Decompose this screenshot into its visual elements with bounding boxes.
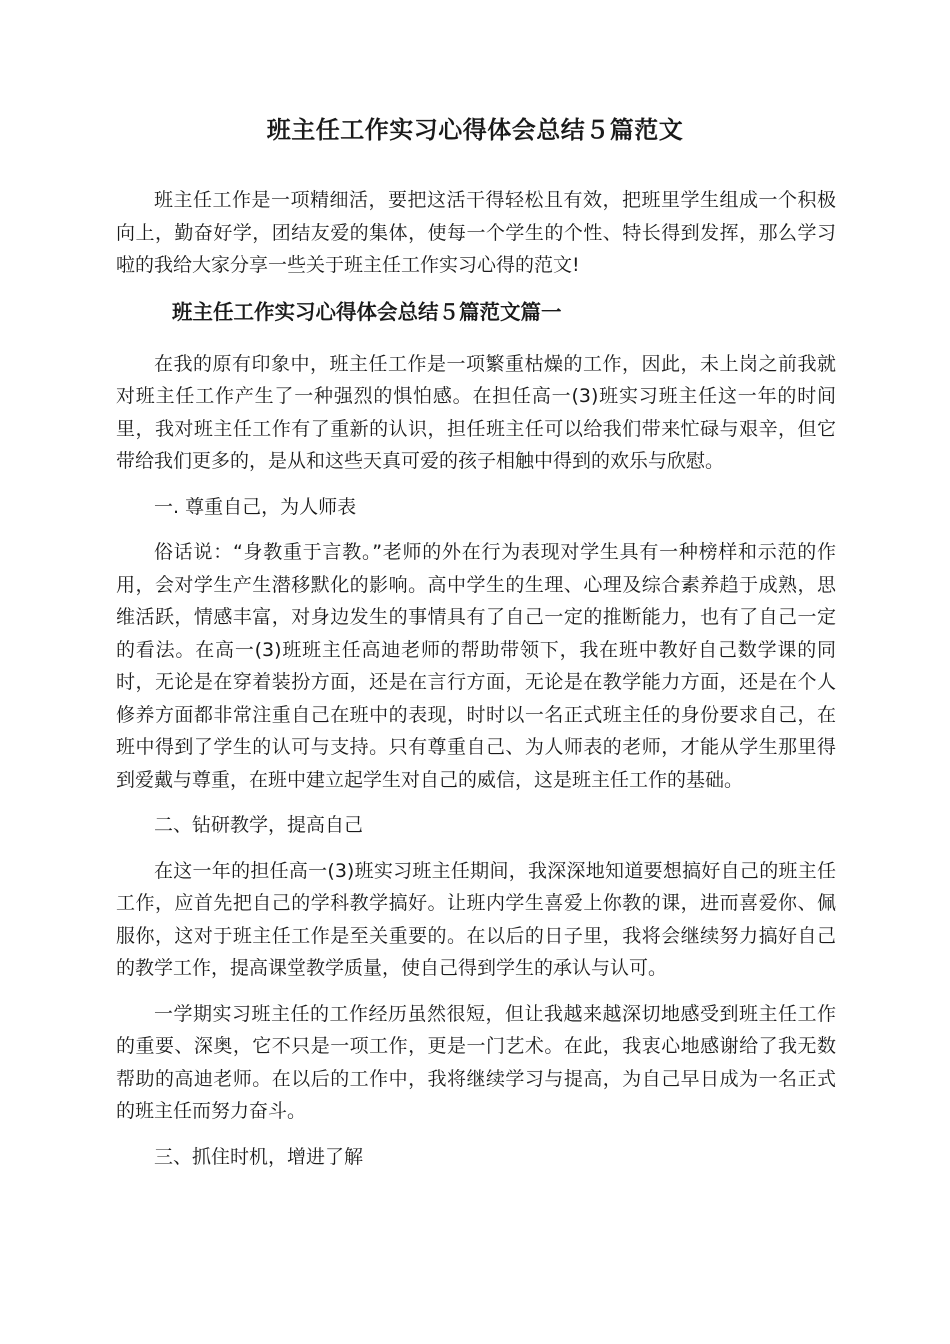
heading-3-seize-opportunity: 三、抓住时机，增进了解 [154,1145,364,1168]
section-title: 班主任工作实习心得体会总结５篇范文篇一 [172,299,562,324]
document-title: 班主任工作实习心得体会总结５篇范文 [266,116,684,144]
heading-1-respect-self: 一. 尊重自己，为人师表 [154,495,357,518]
body-paragraph-2: 俗话说：“身教重于言教。”老师的外在行为表现对学生具有一种榜样和示范的作用，会对学生产生潜移默化的影响。高中学生的生理、心理及综合素养趋于成熟，思维活跃，情感丰富，对身边发生的事情具有了自己一定的推断能力，也有了自己一定的看法。在高一(3)班班主任高迪老师的帮助带领下，我在班中教好自己数学课的同时，无论是在穿着装扮方面，还是在言行方面，无论是在教学能力方面，还是在个人修养方面都非常注重自己在班中的表现，时时以一名正式班主任的身份要求自己，在班中得到了学生的认可与支持。只有尊重自己、为人师表的老师，才能从学生那里得到爱戴与尊重，在班中建立起学生对自己的威信，这是班主任工作的基础。 [116,541,836,791]
intro-paragraph: 班主任工作是一项精细活，要把这活干得轻松且有效，把班里学生组成一个积极向上，勤奋好学，团结友爱的集体，使每一个学生的个性、特长得到发挥，那么学习啦的我给大家分享一些关于班主任工作实习心得的范文! [116,189,836,276]
document-body [116,184,836,1186]
body-paragraph-1: 在我的原有印象中，班主任工作是一项繁重枯燥的工作，因此，未上岗之前我就对班主任工作产生了一种强烈的惧怕感。在担任高一(3)班实习班主任这一年的时间里，我对班主任工作有了重新的认识，担任班主任可以给我们带来忙碌与艰辛，但它带给我们更多的，是从和这些天真可爱的孩子相触中得到的欢乐与欣慰。 [116,352,836,472]
body-paragraph-4: 一学期实习班主任的工作经历虽然很短，但让我越来越深切地感受到班主任工作的重要、深奥，它不只是一项工作，更是一门艺术。在此，我衷心地感谢给了我无数帮助的高迪老师。在以后的工作中，我将继续学习与提高，为自己早日成为一名正式的班主任而努力奋斗。 [116,1002,836,1122]
body-paragraph-3: 在这一年的担任高一(3)班实习班主任期间，我深深地知道要想搞好自己的班主任工作，应首先把自己的学科教学搞好。让班内学生喜爱上你教的课，进而喜爱你、佩服你，这对于班主任工作是至关重要的。在以后的日子里，我将会继续努力搞好自己的教学工作，提高课堂教学质量，使自己得到学生的承认与认可。 [116,859,836,979]
heading-2-study-teaching: 二、钻研教学，提高自己 [154,814,364,836]
